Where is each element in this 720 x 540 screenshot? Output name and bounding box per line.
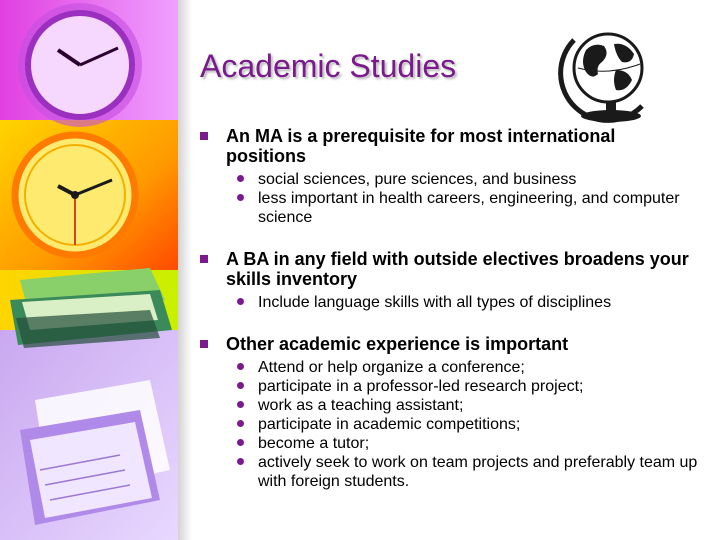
sub-list: [198, 293, 698, 312]
section-heading: Other academic experience is important: [198, 334, 698, 354]
round-bullet-icon: [237, 382, 244, 389]
round-bullet-icon: [237, 194, 244, 201]
round-bullet-icon: [237, 298, 244, 305]
list-item: actively seek to work on team projects and preferably team up with foreign students.: [230, 453, 698, 491]
square-bullet-icon: [200, 255, 208, 263]
slide-title: Academic Studies: [200, 48, 457, 84]
list-item: less important in health careers, engineering, and computer science: [230, 189, 698, 227]
list-item: social sciences, pure sciences, and business: [230, 170, 698, 189]
sub-list: [198, 170, 698, 227]
purple-clock-image: [18, 3, 142, 127]
list-item: Include language skills with all types of disciplines: [230, 293, 698, 312]
list-item: Attend or help organize a conference;: [230, 358, 698, 377]
list-item: participate in a professor-led research project;: [230, 377, 698, 396]
square-bullet-icon: [200, 340, 208, 348]
section-other: [198, 334, 698, 491]
round-bullet-icon: [237, 363, 244, 370]
globe-icon: [556, 20, 660, 124]
square-bullet-icon: [200, 132, 208, 140]
section-ba: [198, 249, 698, 312]
section-heading: A BA in any field with outside electives broadens your skills inventory: [198, 249, 698, 289]
round-bullet-icon: [237, 420, 244, 427]
round-bullet-icon: [237, 175, 244, 182]
list-item: participate in academic competitions;: [230, 415, 698, 434]
round-bullet-icon: [237, 458, 244, 465]
round-bullet-icon: [237, 401, 244, 408]
round-bullet-icon: [237, 439, 244, 446]
green-books-image: [10, 268, 172, 348]
content-area: [198, 126, 698, 513]
strip-fade: [178, 0, 192, 540]
section-heading: An MA is a prerequisite for most international positions: [198, 126, 698, 166]
sub-list: [198, 358, 698, 491]
left-photo-strip: [0, 0, 178, 540]
orange-clock-image: [15, 135, 135, 255]
list-item: become a tutor;: [230, 434, 698, 453]
list-item: work as a teaching assistant;: [230, 396, 698, 415]
section-ma: [198, 126, 698, 227]
